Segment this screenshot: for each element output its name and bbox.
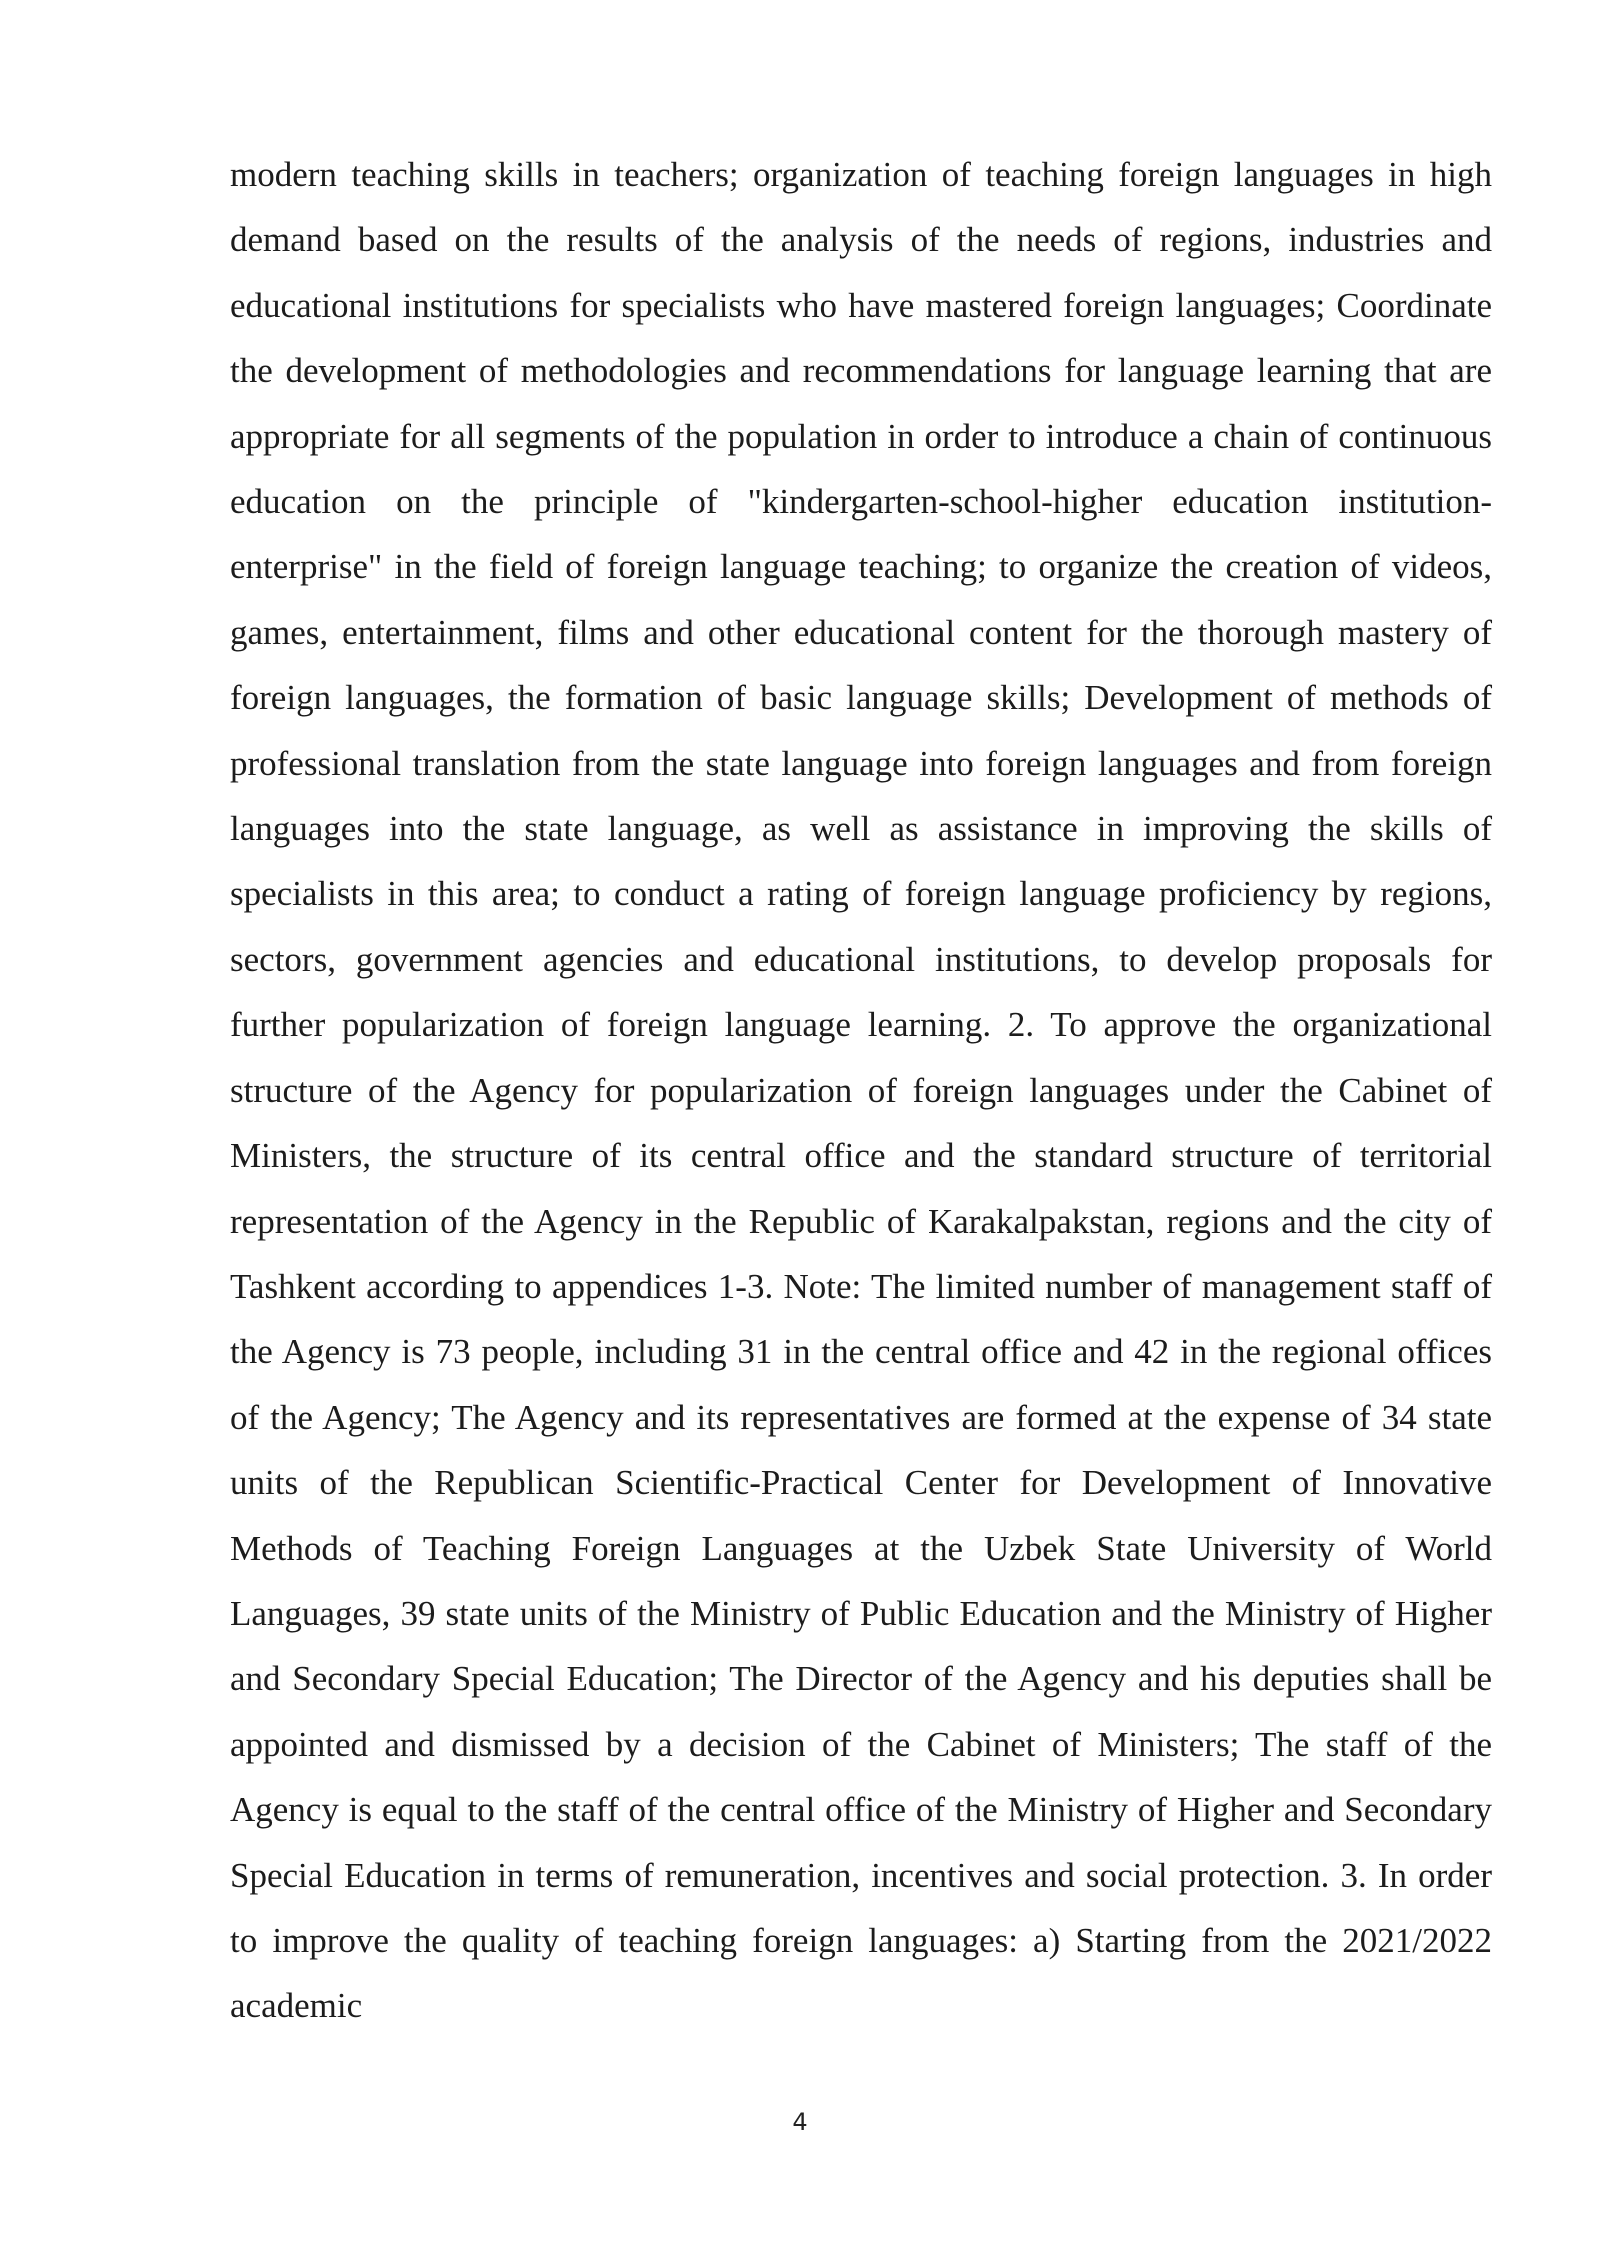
body-paragraph: modern teaching skills in teachers; organization of teaching foreign languages in high demand based on the results of the analysis of the needs of regions, industries and educational institutions for specialists who have mastered foreign languages; Coordinate the development of methodologies and recommendations for language learning that are appropriate for all segments of the population in order to introduce a chain of continuous education on the principle of "kindergarten-school-higher education institution-enterprise" in the field of foreign language teaching; to organize the creation of videos, games, entertainment, films and other educational content for the thorough mastery of foreign languages, the formation of basic language skills; Development of methods of professional translation from the state language into foreign languages and from foreign languages into the state language, as well as assistance in improving the skills of specialists in this area; to conduct a rating of foreign language proficiency by regions, sectors, government agencies and educational institutions, to develop proposals for further popularization of foreign language learning. 2. To approve the organizational structure of the Agency for popularization of foreign languages under the Cabinet of Ministers, the structure of its central office and the standard structure of territorial representation of the Agency in the Republic of Karakalpakstan, regions and the city of Tashkent according to appendices 1-3. Note: The limited number of management staff of the Agency is 73 people, including 31 in the central office and 42 in the regional offices of the Agency; The Agency and its representatives are formed at the expense of 34 state units of the Republican Scientific-Practical Center for Development of Innovative Methods of Teaching Foreign Languages at the Uzbek State University of World Languages, 39 state units of the Ministry of Public Education and the Ministry of Higher and Secondary Special Education; The Director of the Agency and his deputies shall be appointed and dismissed by a decision of the Cabinet of Ministers; The staff of the Agency is equal to the staff of the central office of the Ministry of Higher and Secondary Special Education in terms of remuneration, incentives and social protection. 3. In order to improve the quality of teaching foreign languages: a) Starting from the 2021/2022 academic: [230, 155, 1492, 2026]
page-number: 4: [792, 2108, 808, 2136]
